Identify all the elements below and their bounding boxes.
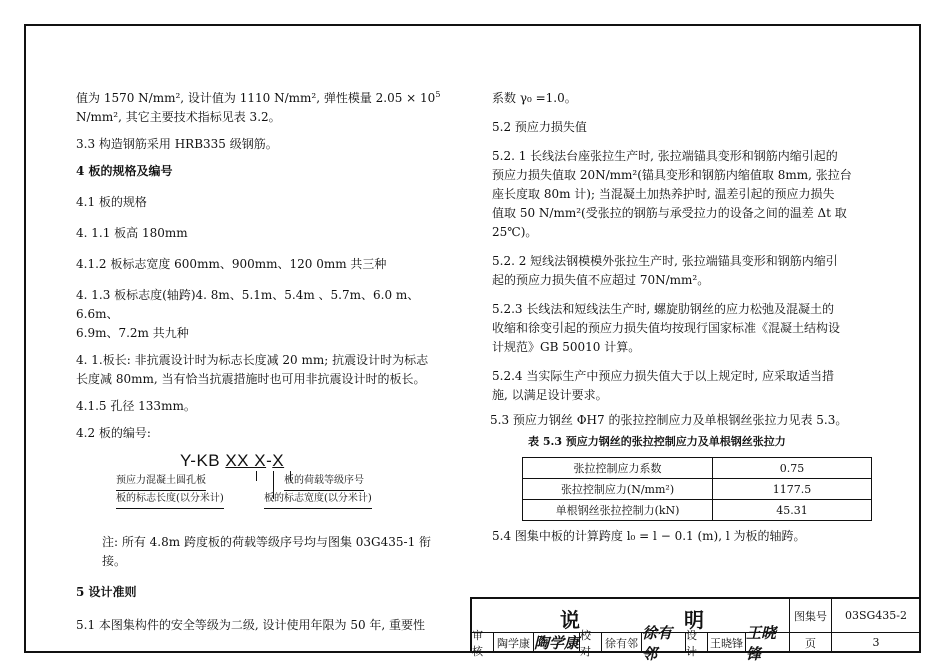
text-line: 25℃)。 [492,225,538,239]
table-cell-value: 45.31 [713,500,872,521]
designer-name: 王晓锋 [708,633,746,653]
table-cell-value: 0.75 [713,458,872,479]
text-line: 长度减 80mm, 当有恰当抗震措施时也可用非抗震设计时的板长。 [76,372,426,386]
note: 注: 所有 4.8m 跨度板的荷载等级序号均与图集 03G435-1 衔接。 [102,535,432,568]
leader-line [256,471,257,481]
clause-4-1-4: 4. 1.板长: 非抗震设计时为标志长度减 20 mm; 抗震设计时为标志 [76,353,429,367]
clause-4-1-5: 4.1.5 孔径 133mm。 [76,399,196,413]
text-line: 起的预应力损失值不应超过 70N/mm²。 [492,273,710,287]
table-cell-value: 1177.5 [713,479,872,500]
page-label: 页 [790,633,832,653]
table-caption: 表 5.3 预应力钢丝的张拉控制应力及单根钢丝张拉力 [528,435,786,448]
clause-5-2-1: 5.2. 1 长线法台座张拉生产时, 张拉端锚具变形和钢筋内缩引起的 [492,149,838,163]
table-cell-label: 张拉控制应力系数 [523,458,713,479]
annotation-prestress: 预应力混凝土圆孔板 [116,471,206,491]
review-label: 审核 [472,633,494,653]
clause-5-2: 5.2 预应力损失值 [492,120,587,134]
slab-code: Y-KB XX X-X [180,451,285,470]
text-line: 计规范》GB 50010 计算。 [492,340,641,354]
clause-4-1-1: 4. 1.1 板高 180mm [76,226,188,240]
clause-5-1: 5.1 本图集构件的安全等级为二级, 设计使用年限为 50 年, 重要性 [76,618,426,632]
text-line: 值取 50 N/mm²(受张拉的钢筋与承受拉力的设备之间的温差 Δt 取 [492,206,847,220]
text-line: 座长度取 80m 计); 当混凝土加热养护时, 温差引起的预应力损失 [492,187,835,201]
text-line: 系数 γ₀ =1.0。 [492,91,577,105]
slab-code-diagram [76,447,448,531]
table-row [523,479,872,500]
annotation-load-grade: 板的荷载等级序号 [284,471,364,491]
section-4-heading: 4 板的规格及编号 [76,164,173,178]
clause-3-3: 3.3 构造钢筋采用 HRB335 级钢筋。 [76,137,278,151]
table-5-3 [522,457,872,521]
clause-4-1-2: 4.1.2 板标志宽度 600mm、900mm、120 0mm 共三种 [76,257,387,271]
text-line: 收缩和徐变引起的预应力损失值均按现行国家标准《混凝土结构设 [492,321,841,335]
left-column [76,89,448,635]
reviewer-name: 陶学康 [494,633,534,653]
page-number: 3 [832,633,921,653]
clause-5-2-2: 5.2. 2 短线法钢模模外张拉生产时, 张拉端锚具变形和钢筋内缩引 [492,254,838,268]
table-cell-label: 张拉控制应力(N/mm²) [523,479,713,500]
table-row [523,500,872,521]
text-line: N/mm², 其它主要技术指标见表 3.2。 [76,110,281,124]
checker-name: 徐有邻 [602,633,642,653]
text-line: 6.9m、7.2m 共九种 [76,326,189,340]
clause-5-4: 5.4 图集中板的计算跨度 l₀ = l − 0.1 (m), l 为板的轴跨。 [492,529,806,543]
drawing-title: 说 明 [472,599,790,633]
design-label: 设计 [686,633,708,653]
atlas-label: 图集号 [790,599,832,633]
clause-5-2-4: 5.2.4 当实际生产中预应力损失值大于以上规定时, 应采取适当措 [492,369,834,383]
annotation-length: 板的标志长度(以分米计) [116,489,224,509]
clause-4-1-3: 4. 1.3 板标志度(轴跨)4. 8m、5.1m、5.4m 、5.7m、6.0 m、6.6m、 [76,288,420,321]
reviewer-signature: 陶学康 [534,634,580,652]
clause-5-3: 5.3 预应力钢丝 ΦH7 的张拉控制应力及单根钢丝张拉力见表 5.3。 [490,413,848,427]
clause-5-2-3: 5.2.3 长线法和短线法生产时, 螺旋肋钢丝的应力松弛及混凝土的 [492,302,834,316]
checker-signature: 徐有邻 [642,633,686,653]
table-row [523,458,872,479]
right-column [492,89,872,546]
section-5-heading: 5 设计准则 [76,585,137,599]
designer-signature: 王晓锋 [746,633,790,653]
text-line: 值为 1570 N/mm², 设计值为 1110 N/mm², 弹性模量 $2.05 \times 10^5$ [76,90,441,105]
table-cell-label: 单根钢丝张拉控制力(kN) [523,500,713,521]
clause-4-2: 4.2 板的编号: [76,426,151,440]
text-line: 预应力损失值取 20N/mm²(锚具变形和钢筋内缩值取 8mm, 张拉台 [492,168,852,182]
text-line: 施, 以满足设计要求。 [492,388,608,402]
atlas-number: 03SG435-2 [832,599,921,633]
title-block [470,597,921,663]
clause-4-1: 4.1 板的规格 [76,195,147,209]
check-label: 校对 [580,633,602,653]
annotation-width: 板的标志宽度(以分米计) [264,489,372,509]
